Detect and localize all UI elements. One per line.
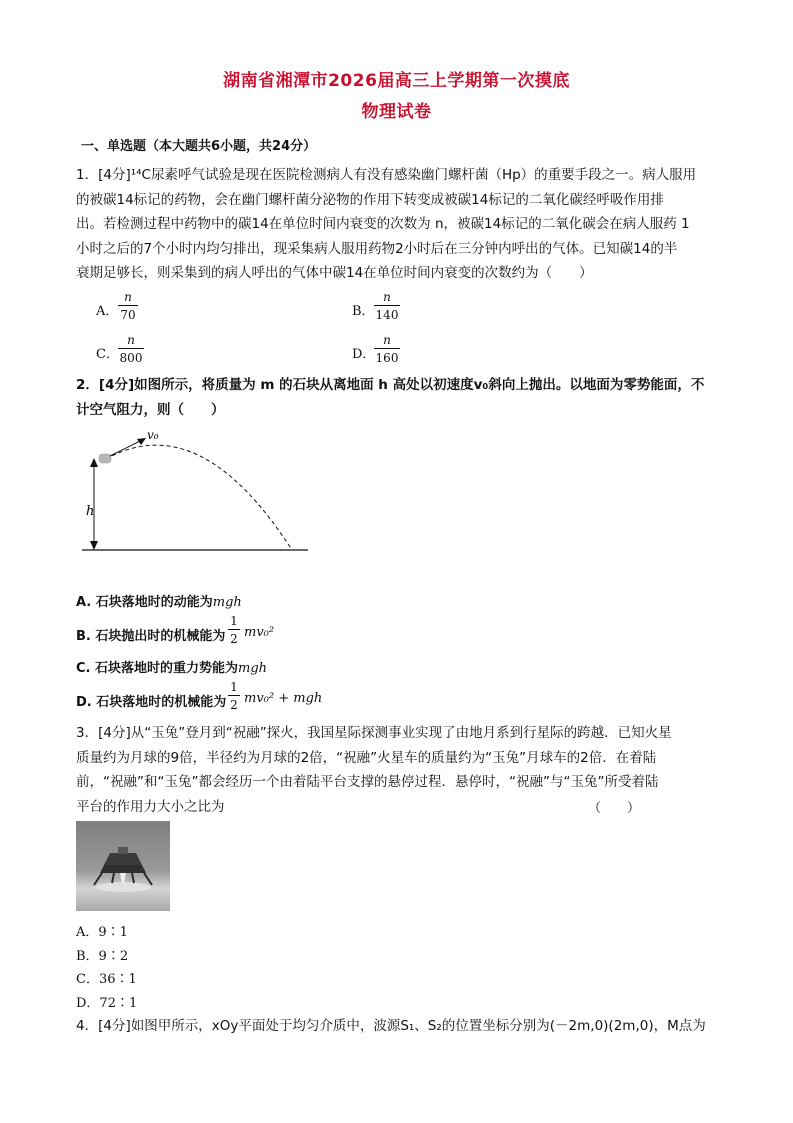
q1-option-c-label: C． xyxy=(96,347,119,362)
q1-option-d-fraction: n 160 xyxy=(375,333,399,365)
q3-option-d: D．72∶1 xyxy=(76,996,138,1011)
question-4 xyxy=(76,1014,718,1039)
q3-answer-blank: （ ） xyxy=(588,801,641,816)
q1-line-5: 衰期足够长，则采集到的病人呼出的气体中碳14在单位时间内衰变的次数约为（ ） xyxy=(76,265,593,281)
q4-line-1: 4．[4分]如图甲所示，xOy平面处于均匀介质中，波源S₁、S₂的位置坐标分别为(－2m,0)(2m,0)，M点为 xyxy=(76,1018,706,1034)
q2-line-2: 计空气阻力，则（ ） xyxy=(76,401,225,418)
q2-line-1: 2．[4分]如图所示，将质量为 m 的石块从离地面 h 高处以初速度v₀斜向上抛出。以地面为零势能面，不 xyxy=(76,377,705,393)
q2-choice-d-fraction: 1 2 xyxy=(228,680,240,712)
q2-choice-a: A. 石块落地时的动能为mgh xyxy=(76,595,242,610)
q3-line-1: 3．[4分]从“玉兔”登月到“祝融”探火，我国星际探测事业实现了由地月系到行星际的跨越．已知火星 xyxy=(76,725,672,741)
question-2 xyxy=(76,373,718,422)
projectile-figure xyxy=(80,422,315,557)
stone-block xyxy=(99,454,111,463)
height-arrow-head-top xyxy=(90,458,98,467)
height-label: h xyxy=(86,504,95,519)
velocity-label: v₀ xyxy=(147,428,159,442)
q3-line-3: 前，“祝融”和“玉兔”都会经历一个由着陆平台支撑的悬停过程．悬停时，“祝融”与“玉兔”所受着陆 xyxy=(76,774,659,790)
page-subtitle: 物理试卷 xyxy=(361,102,432,122)
q3-option-a: A．9∶1 xyxy=(76,925,128,940)
q1-line-1: 1．[4分]¹⁴C尿素呼气试验是现在医院检测病人有没有感染幽门螺杆菌（Hp）的重要手段之一。病人服用 xyxy=(76,167,697,183)
q2-choice-d-math: mv₀² + mgh xyxy=(244,691,323,706)
q1-option-b-label: B． xyxy=(352,304,375,319)
q1-option-a-label: A． xyxy=(96,304,119,319)
question-1 xyxy=(76,163,718,286)
lander-photo xyxy=(76,821,170,911)
q2-choice-b-math: mv₀² xyxy=(244,625,275,640)
q2-choice-c: C. 石块落地时的重力势能为mgh xyxy=(76,661,268,676)
page-title: 湖南省湘潭市2026届高三上学期第一次摸底 xyxy=(223,71,570,91)
q1-line-2: 的被碳14标记的药物，会在幽门螺杆菌分泌物的作用下转变成被碳14标记的二氧化碳经呼吸作用排 xyxy=(76,191,664,208)
q1-line-3: 出。若检测过程中药物中的碳14在单位时间内衰变的次数为 n，被碳14标记的二氧化碳会在病人服药 1 xyxy=(76,216,690,232)
trajectory-curve xyxy=(106,445,292,550)
q3-line-4: 平台的作用力大小之比为 xyxy=(76,798,225,815)
section-heading: 一、单选题（本大题共6小题，共24分） xyxy=(81,139,317,154)
q3-option-c: C．36∶1 xyxy=(76,972,137,987)
q1-line-4: 小时之后的7个小时内均匀排出，现采集病人服用药物2小时后在三分钟内呼出的气体。已知碳14的半 xyxy=(76,240,678,257)
q2-choice-d: D. 石块落地时的机械能为 xyxy=(76,695,227,710)
q1-option-a-fraction: n 70 xyxy=(118,290,138,322)
q1-option-b-fraction: n 140 xyxy=(375,290,399,322)
q2-choice-b: B. 石块抛出时的机械能为 xyxy=(76,629,226,644)
height-arrow-head-bottom xyxy=(90,541,98,550)
q2-choice-b-fraction: 1 2 xyxy=(228,614,240,646)
q3-line-2: 质量约为月球的9倍，半径约为月球的2倍，“祝融”火星车的质量约为“玉兔”月球车的2倍．在着陆 xyxy=(76,749,657,766)
q1-option-d-label: D． xyxy=(352,347,376,362)
q1-option-c-fraction: n 800 xyxy=(119,333,143,365)
q3-option-b: B．9∶2 xyxy=(76,949,129,964)
